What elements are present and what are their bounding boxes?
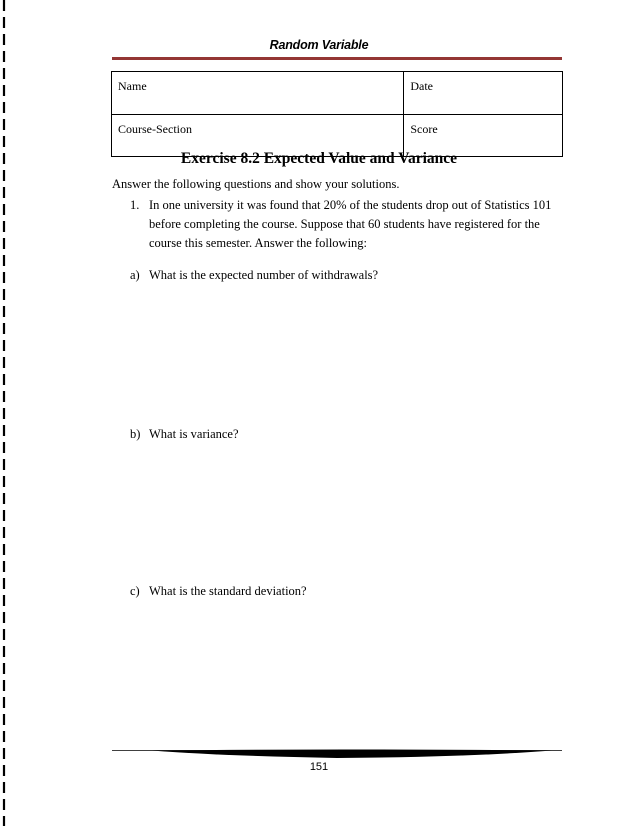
problem-text-line: In one university it was found that 20% of the students drop out of Statistics 101 bbox=[149, 198, 552, 212]
question-b-text: What is variance? bbox=[149, 427, 239, 441]
running-header-title: Random Variable bbox=[269, 38, 369, 52]
question-a-text: What is the expected number of withdrawals? bbox=[149, 268, 379, 282]
problem-text-line: before completing the course. Suppose that 60 students have registered for the bbox=[149, 217, 540, 231]
question-a-label: a) bbox=[130, 268, 140, 282]
page-number: 151 bbox=[309, 761, 329, 773]
exercise-title: Exercise 8.2 Expected Value and Variance bbox=[180, 150, 458, 167]
student-info-table bbox=[111, 71, 563, 157]
binding-margin-dashes bbox=[0, 0, 14, 826]
instructions: Answer the following questions and show your solutions. bbox=[112, 177, 400, 191]
problem-number: 1. bbox=[130, 198, 140, 212]
problem-text-line: course this semester. Answer the following: bbox=[149, 236, 368, 250]
score-field: Score bbox=[404, 115, 563, 157]
header-rule bbox=[112, 57, 562, 60]
date-field: Date bbox=[404, 72, 563, 115]
question-b-label: b) bbox=[130, 427, 141, 441]
question-c-text: What is the standard deviation? bbox=[149, 584, 307, 598]
name-field: Name bbox=[112, 72, 404, 115]
course-section-field: Course-Section bbox=[112, 115, 404, 157]
question-c-label: c) bbox=[130, 584, 140, 598]
footer-rule bbox=[112, 748, 562, 760]
